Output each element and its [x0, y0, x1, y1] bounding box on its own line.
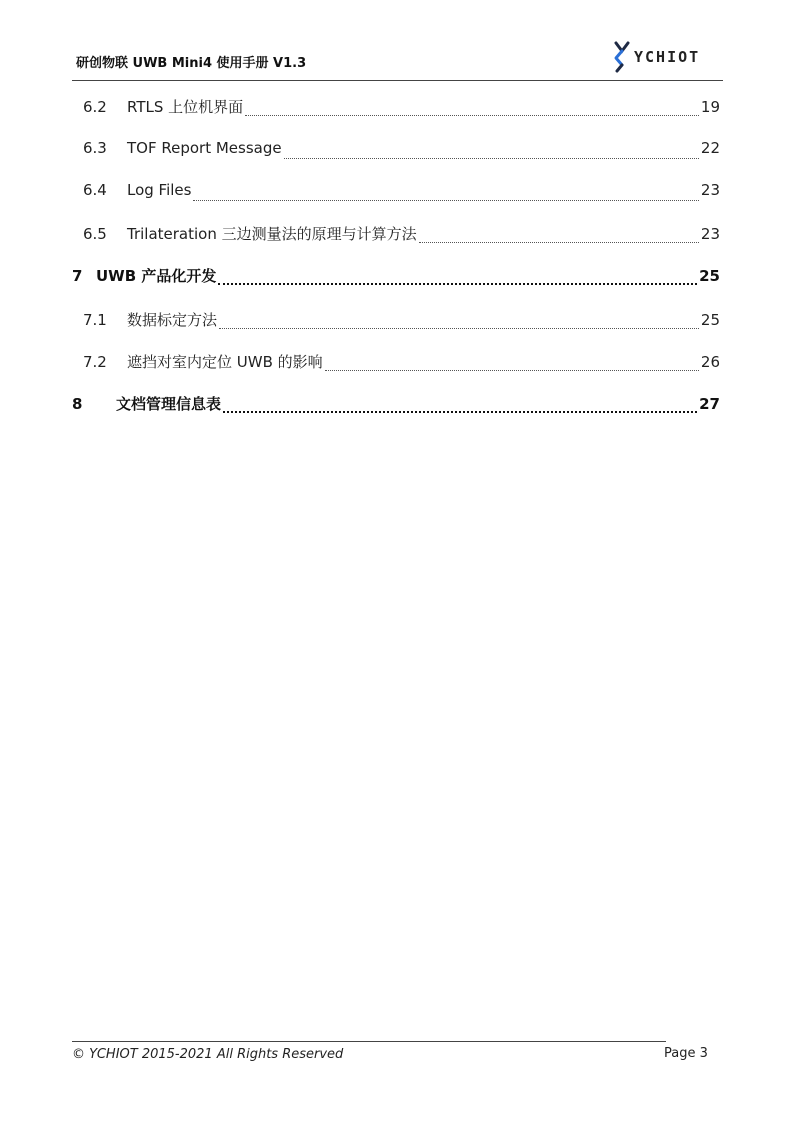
toc-number: 6.5: [83, 225, 107, 243]
toc-page: 23: [700, 181, 720, 199]
page-number: Page 3: [664, 1046, 708, 1061]
toc-number: 6.4: [83, 181, 107, 199]
toc-page: 26: [700, 353, 720, 371]
toc-leader: [218, 282, 697, 285]
ychiot-logo-icon: [612, 41, 632, 73]
document-title: 研创物联 UWB Mini4 使用手册 V1.3: [76, 56, 307, 71]
toc-number: 7.1: [83, 311, 107, 329]
toc-page: 19: [700, 98, 720, 116]
ychiot-logo: [612, 41, 716, 73]
toc-title: 文档管理信息表: [116, 395, 222, 413]
toc-leader: [419, 241, 699, 243]
toc-title: 数据标定方法: [127, 311, 218, 329]
toc-number: 6.2: [83, 98, 107, 116]
toc-page: 25: [699, 267, 720, 285]
toc-entry-7-1[interactable]: [72, 309, 720, 335]
toc-page: 23: [700, 225, 720, 243]
toc-entry-7[interactable]: [72, 265, 720, 291]
toc-number: 7: [72, 267, 83, 285]
toc-title: Log Files: [127, 181, 192, 199]
toc-entry-6-5[interactable]: [72, 223, 720, 249]
copyright-notice: © YCHIOT 2015-2021 All Rights Reserved: [72, 1047, 344, 1062]
toc-leader: [245, 114, 699, 116]
toc-title: Trilateration 三边测量法的原理与计算方法: [127, 225, 417, 243]
toc-leader: [219, 327, 699, 329]
toc-title: UWB 产品化开发: [96, 267, 217, 285]
toc-page: 22: [700, 139, 720, 157]
toc-title: 遮挡对室内定位 UWB 的影响: [127, 353, 323, 371]
toc-number: 7.2: [83, 353, 107, 371]
toc-title: RTLS 上位机界面: [127, 98, 244, 116]
toc-leader: [223, 410, 697, 413]
toc-entry-6-4[interactable]: [72, 181, 720, 207]
toc-leader: [193, 199, 698, 201]
toc-number: 8: [72, 395, 83, 413]
toc-page: 25: [700, 311, 720, 329]
toc-leader: [284, 157, 699, 159]
header-divider: [72, 80, 723, 81]
toc-entry-8[interactable]: [72, 393, 720, 419]
logo-wordmark: YCHIOT: [634, 48, 701, 66]
toc-entry-7-2[interactable]: [72, 351, 720, 377]
footer-divider: [72, 1041, 666, 1042]
toc-title: TOF Report Message: [127, 139, 282, 157]
toc-page: 27: [699, 395, 720, 413]
toc-leader: [325, 369, 699, 371]
toc-number: 6.3: [83, 139, 107, 157]
toc-entry-6-3[interactable]: [72, 139, 720, 165]
toc-entry-6-2[interactable]: [72, 96, 720, 122]
